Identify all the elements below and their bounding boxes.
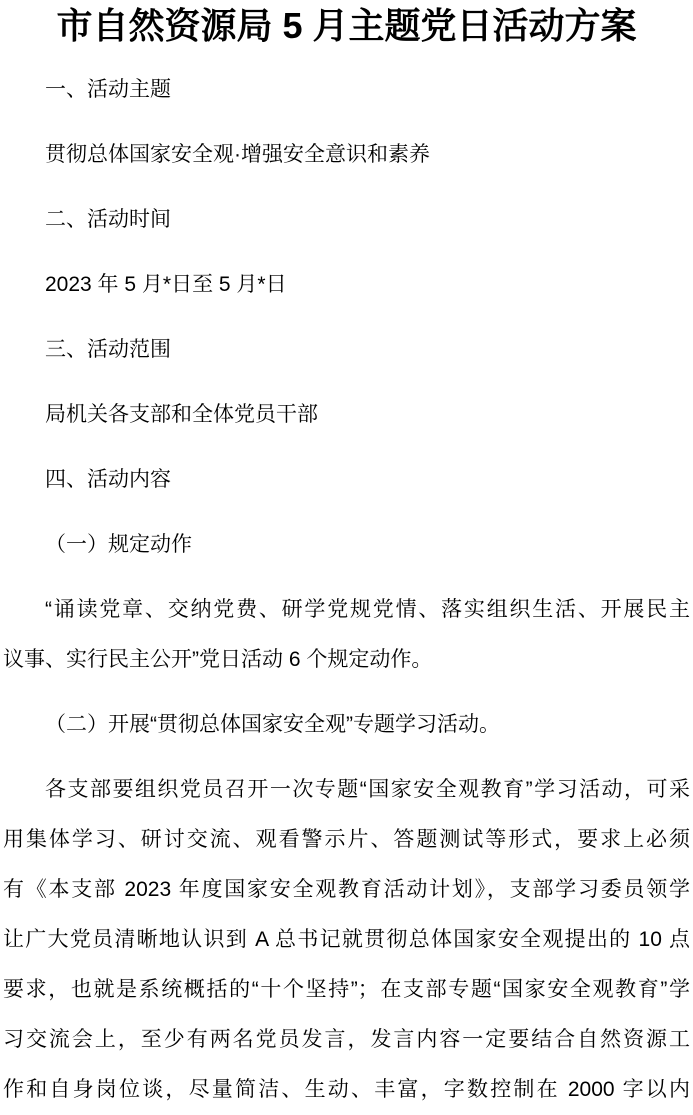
text-line: 2023 年 5 月*日至 5 月*日 [45, 273, 287, 296]
paragraph-body [3, 130, 690, 180]
paragraph-body [3, 260, 690, 310]
text-line: 让广大党员清晰地认识到 A 总书记就贯彻总体国家安全观提出的 10 点 [3, 928, 690, 951]
paragraph-body [3, 765, 690, 1115]
text-line: 四、活动内容 [45, 468, 171, 491]
document-body [3, 65, 690, 1115]
paragraph-sub-heading [3, 700, 690, 750]
text-line: （二）开展“贯彻总体国家安全观”专题学习活动。 [45, 713, 500, 736]
paragraph-body [3, 390, 690, 440]
text-line: 贯彻总体国家安全观·增强安全意识和素养 [45, 143, 430, 166]
text-line: 要求，也就是系统概括的“十个坚持”；在支部专题“国家安全观教育”学 [3, 978, 690, 1001]
text-line: “诵读党章、交纳党费、研学党规党情、落实组织生活、开展民主 [45, 598, 690, 621]
document-title: 市自然资源局 5 月主题党日活动方案 [56, 5, 637, 46]
text-line: 作和自身岗位谈，尽量简洁、生动、丰富，字数控制在 2000 字以内 [3, 1078, 690, 1101]
text-line: 议事、实行民主公开”党日活动 6 个规定动作。 [3, 648, 433, 671]
paragraph-section-heading [3, 325, 690, 375]
text-line: 有《本支部 2023 年度国家安全观教育活动计划》，支部学习委员领学 [3, 878, 690, 901]
paragraph-section-heading [3, 455, 690, 505]
text-line: 二、活动时间 [45, 208, 171, 231]
paragraph-sub-heading [3, 520, 690, 570]
text-line: 用集体学习、研讨交流、观看警示片、答题测试等形式，要求上必须 [3, 828, 690, 851]
text-line: 一、活动主题 [45, 78, 171, 101]
paragraph-body [3, 585, 690, 685]
text-line: 三、活动范围 [45, 338, 171, 361]
paragraph-section-heading [3, 195, 690, 245]
text-line: （一）规定动作 [45, 533, 192, 556]
paragraph-section-heading [3, 65, 690, 115]
text-line: 局机关各支部和全体党员干部 [45, 403, 318, 426]
text-line: 习交流会上，至少有两名党员发言，发言内容一定要结合自然资源工 [3, 1028, 690, 1051]
text-line: 各支部要组织党员召开一次专题“国家安全观教育”学习活动，可采 [45, 778, 690, 801]
